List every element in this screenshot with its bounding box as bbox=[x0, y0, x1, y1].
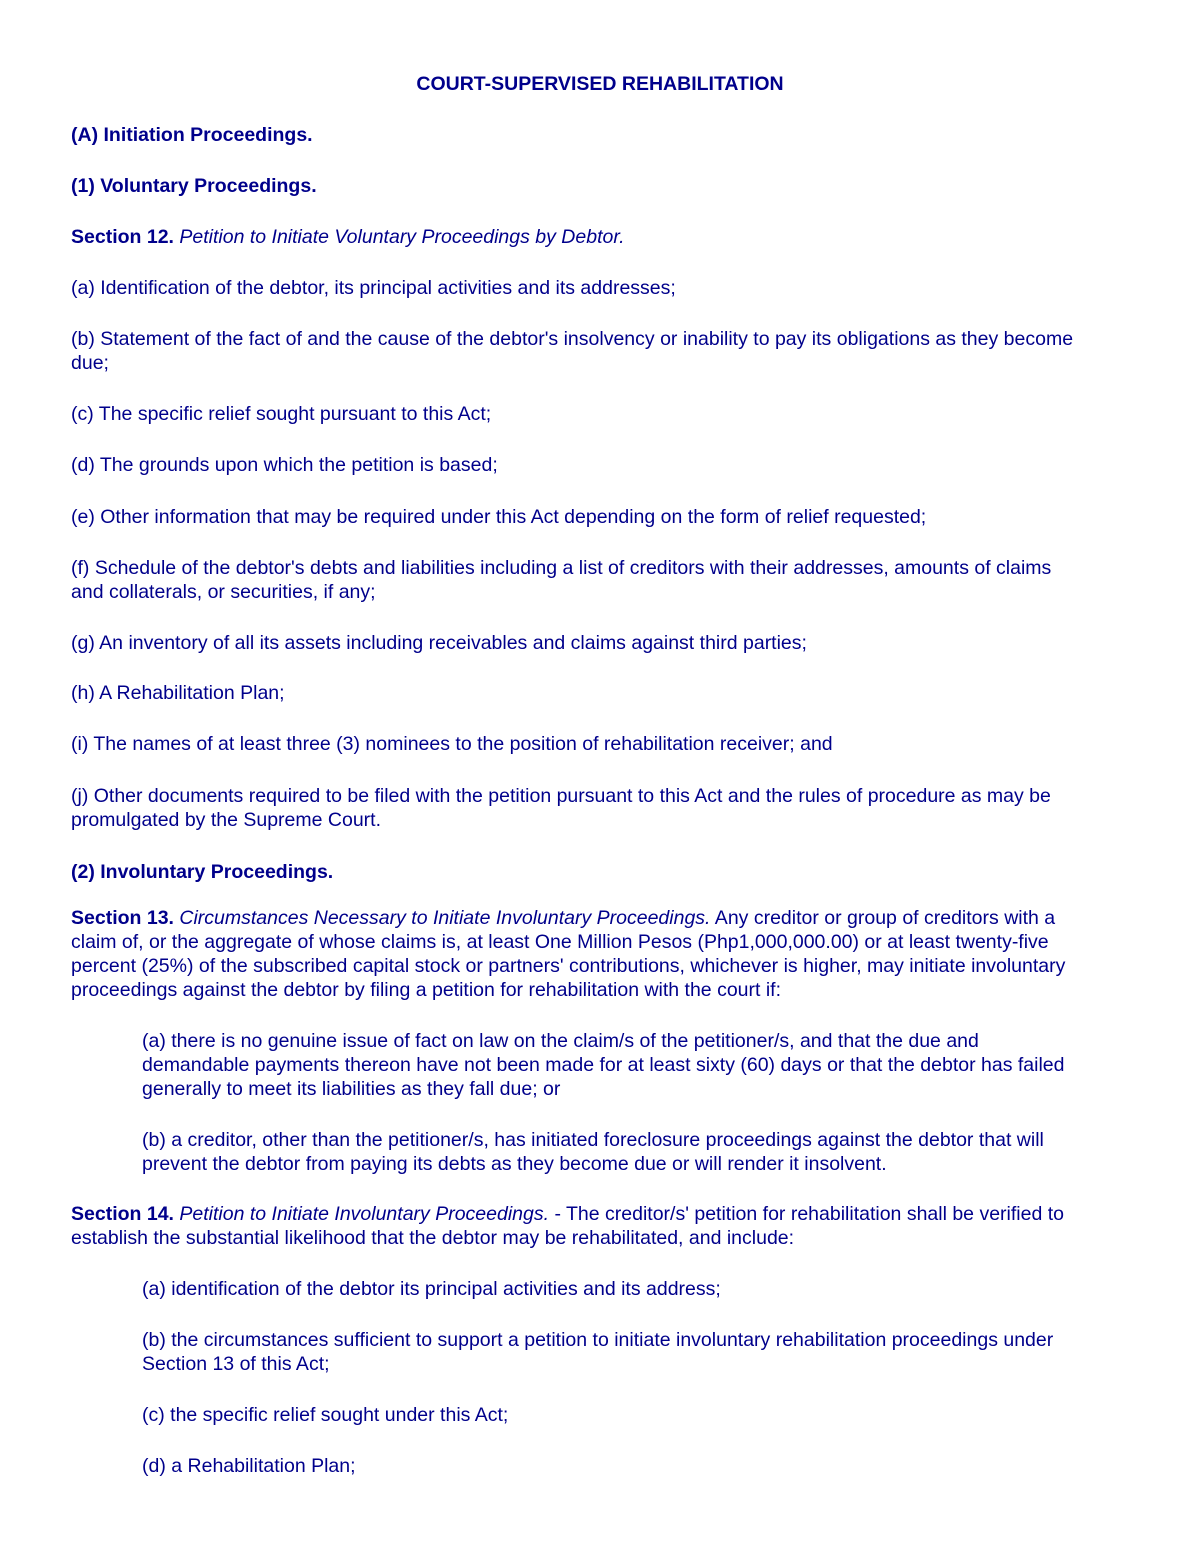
heading-initiation-proceedings: (A) Initiation Proceedings. bbox=[71, 124, 313, 146]
section-14-body-first: - The creditor/s' petition for rehabilitation shall be verified to bbox=[549, 1203, 1064, 1225]
section-12-item-j: (j) Other documents required to be filed with the petition pursuant to this Act and the rules of procedure as may be bbox=[71, 785, 1051, 807]
section-14-item-d: (d) a Rehabilitation Plan; bbox=[142, 1455, 356, 1477]
section-13-title: Circumstances Necessary to Initiate Involuntary Proceedings. bbox=[179, 907, 711, 929]
section-12-item-e: (e) Other information that may be required under this Act depending on the form of relief requested; bbox=[71, 506, 927, 528]
section-12-item-c: (c) The specific relief sought pursuant to this Act; bbox=[71, 403, 492, 425]
heading-involuntary-proceedings: (2) Involuntary Proceedings. bbox=[71, 861, 334, 883]
section-12-label: Section 12. bbox=[71, 226, 174, 248]
section-14-item-b: (b) the circumstances sufficient to support a petition to initiate involuntary rehabilitation proceedings under bbox=[142, 1329, 1054, 1351]
section-12-heading bbox=[71, 225, 625, 249]
section-13-item-a-cont: demandable payments thereon have not been made for at least sixty (60) days or that the debtor has failed bbox=[142, 1054, 1065, 1076]
section-13-item-a-cont: generally to meet its liabilities as they fall due; or bbox=[142, 1078, 561, 1100]
section-13-label: Section 13. bbox=[71, 907, 174, 929]
section-13-item-b-cont: prevent the debtor from paying its debts as they become due or will render it insolvent. bbox=[142, 1153, 887, 1175]
section-12-item-f: (f) Schedule of the debtor's debts and liabilities including a list of creditors with their addresses, amounts of claims bbox=[71, 557, 1052, 579]
section-14-item-a: (a) identification of the debtor its principal activities and its address; bbox=[142, 1278, 721, 1300]
heading-voluntary-proceedings: (1) Voluntary Proceedings. bbox=[71, 175, 317, 197]
section-12-item-b: (b) Statement of the fact of and the cause of the debtor's insolvency or inability to pay its obligations as they become bbox=[71, 328, 1074, 350]
section-14-label: Section 14. bbox=[71, 1203, 174, 1225]
section-13-body-line: percent (25%) of the subscribed capital stock or partners' contributions, whichever is higher, may initiate involuntary bbox=[71, 955, 1066, 977]
section-13-item-b: (b) a creditor, other than the petitioner/s, has initiated foreclosure proceedings against the debtor that will bbox=[142, 1129, 1044, 1151]
section-13-body-line: claim of, or the aggregate of whose claims is, at least One Million Pesos (Php1,000,000.00) or at least twenty-five bbox=[71, 931, 1049, 953]
section-13-item-a: (a) there is no genuine issue of fact on law on the claim/s of the petitioner/s, and that the due and bbox=[142, 1030, 979, 1052]
section-12-item-g: (g) An inventory of all its assets including receivables and claims against third parties; bbox=[71, 632, 807, 654]
section-12-item-h: (h) A Rehabilitation Plan; bbox=[71, 682, 285, 704]
section-12-item-j-cont: promulgated by the Supreme Court. bbox=[71, 809, 382, 831]
section-14-item-c: (c) the specific relief sought under this Act; bbox=[142, 1404, 509, 1426]
section-13-body-first: Any creditor or group of creditors with a bbox=[710, 907, 1056, 929]
section-12-title: Petition to Initiate Voluntary Proceedings by Debtor. bbox=[179, 226, 625, 248]
section-14-body-line: establish the substantial likelihood that the debtor may be rehabilitated, and include: bbox=[71, 1227, 795, 1249]
section-12-item-i: (i) The names of at least three (3) nominees to the position of rehabilitation receiver; and bbox=[71, 733, 833, 755]
section-14-title: Petition to Initiate Involuntary Proceedings. bbox=[179, 1203, 550, 1225]
section-12-item-f-cont: and collaterals, or securities, if any; bbox=[71, 581, 376, 603]
section-14-first-line bbox=[71, 1202, 1064, 1226]
section-13-body-line: proceedings against the debtor by filing a petition for rehabilitation with the court if: bbox=[71, 979, 782, 1001]
section-12-item-b-cont: due; bbox=[71, 352, 109, 374]
document-title: COURT-SUPERVISED REHABILITATION bbox=[416, 73, 784, 95]
section-14-item-b-cont: Section 13 of this Act; bbox=[142, 1353, 330, 1375]
section-13-first-line bbox=[71, 906, 1055, 930]
section-12-item-d: (d) The grounds upon which the petition is based; bbox=[71, 454, 498, 476]
section-12-item-a: (a) Identification of the debtor, its principal activities and its addresses; bbox=[71, 277, 676, 299]
